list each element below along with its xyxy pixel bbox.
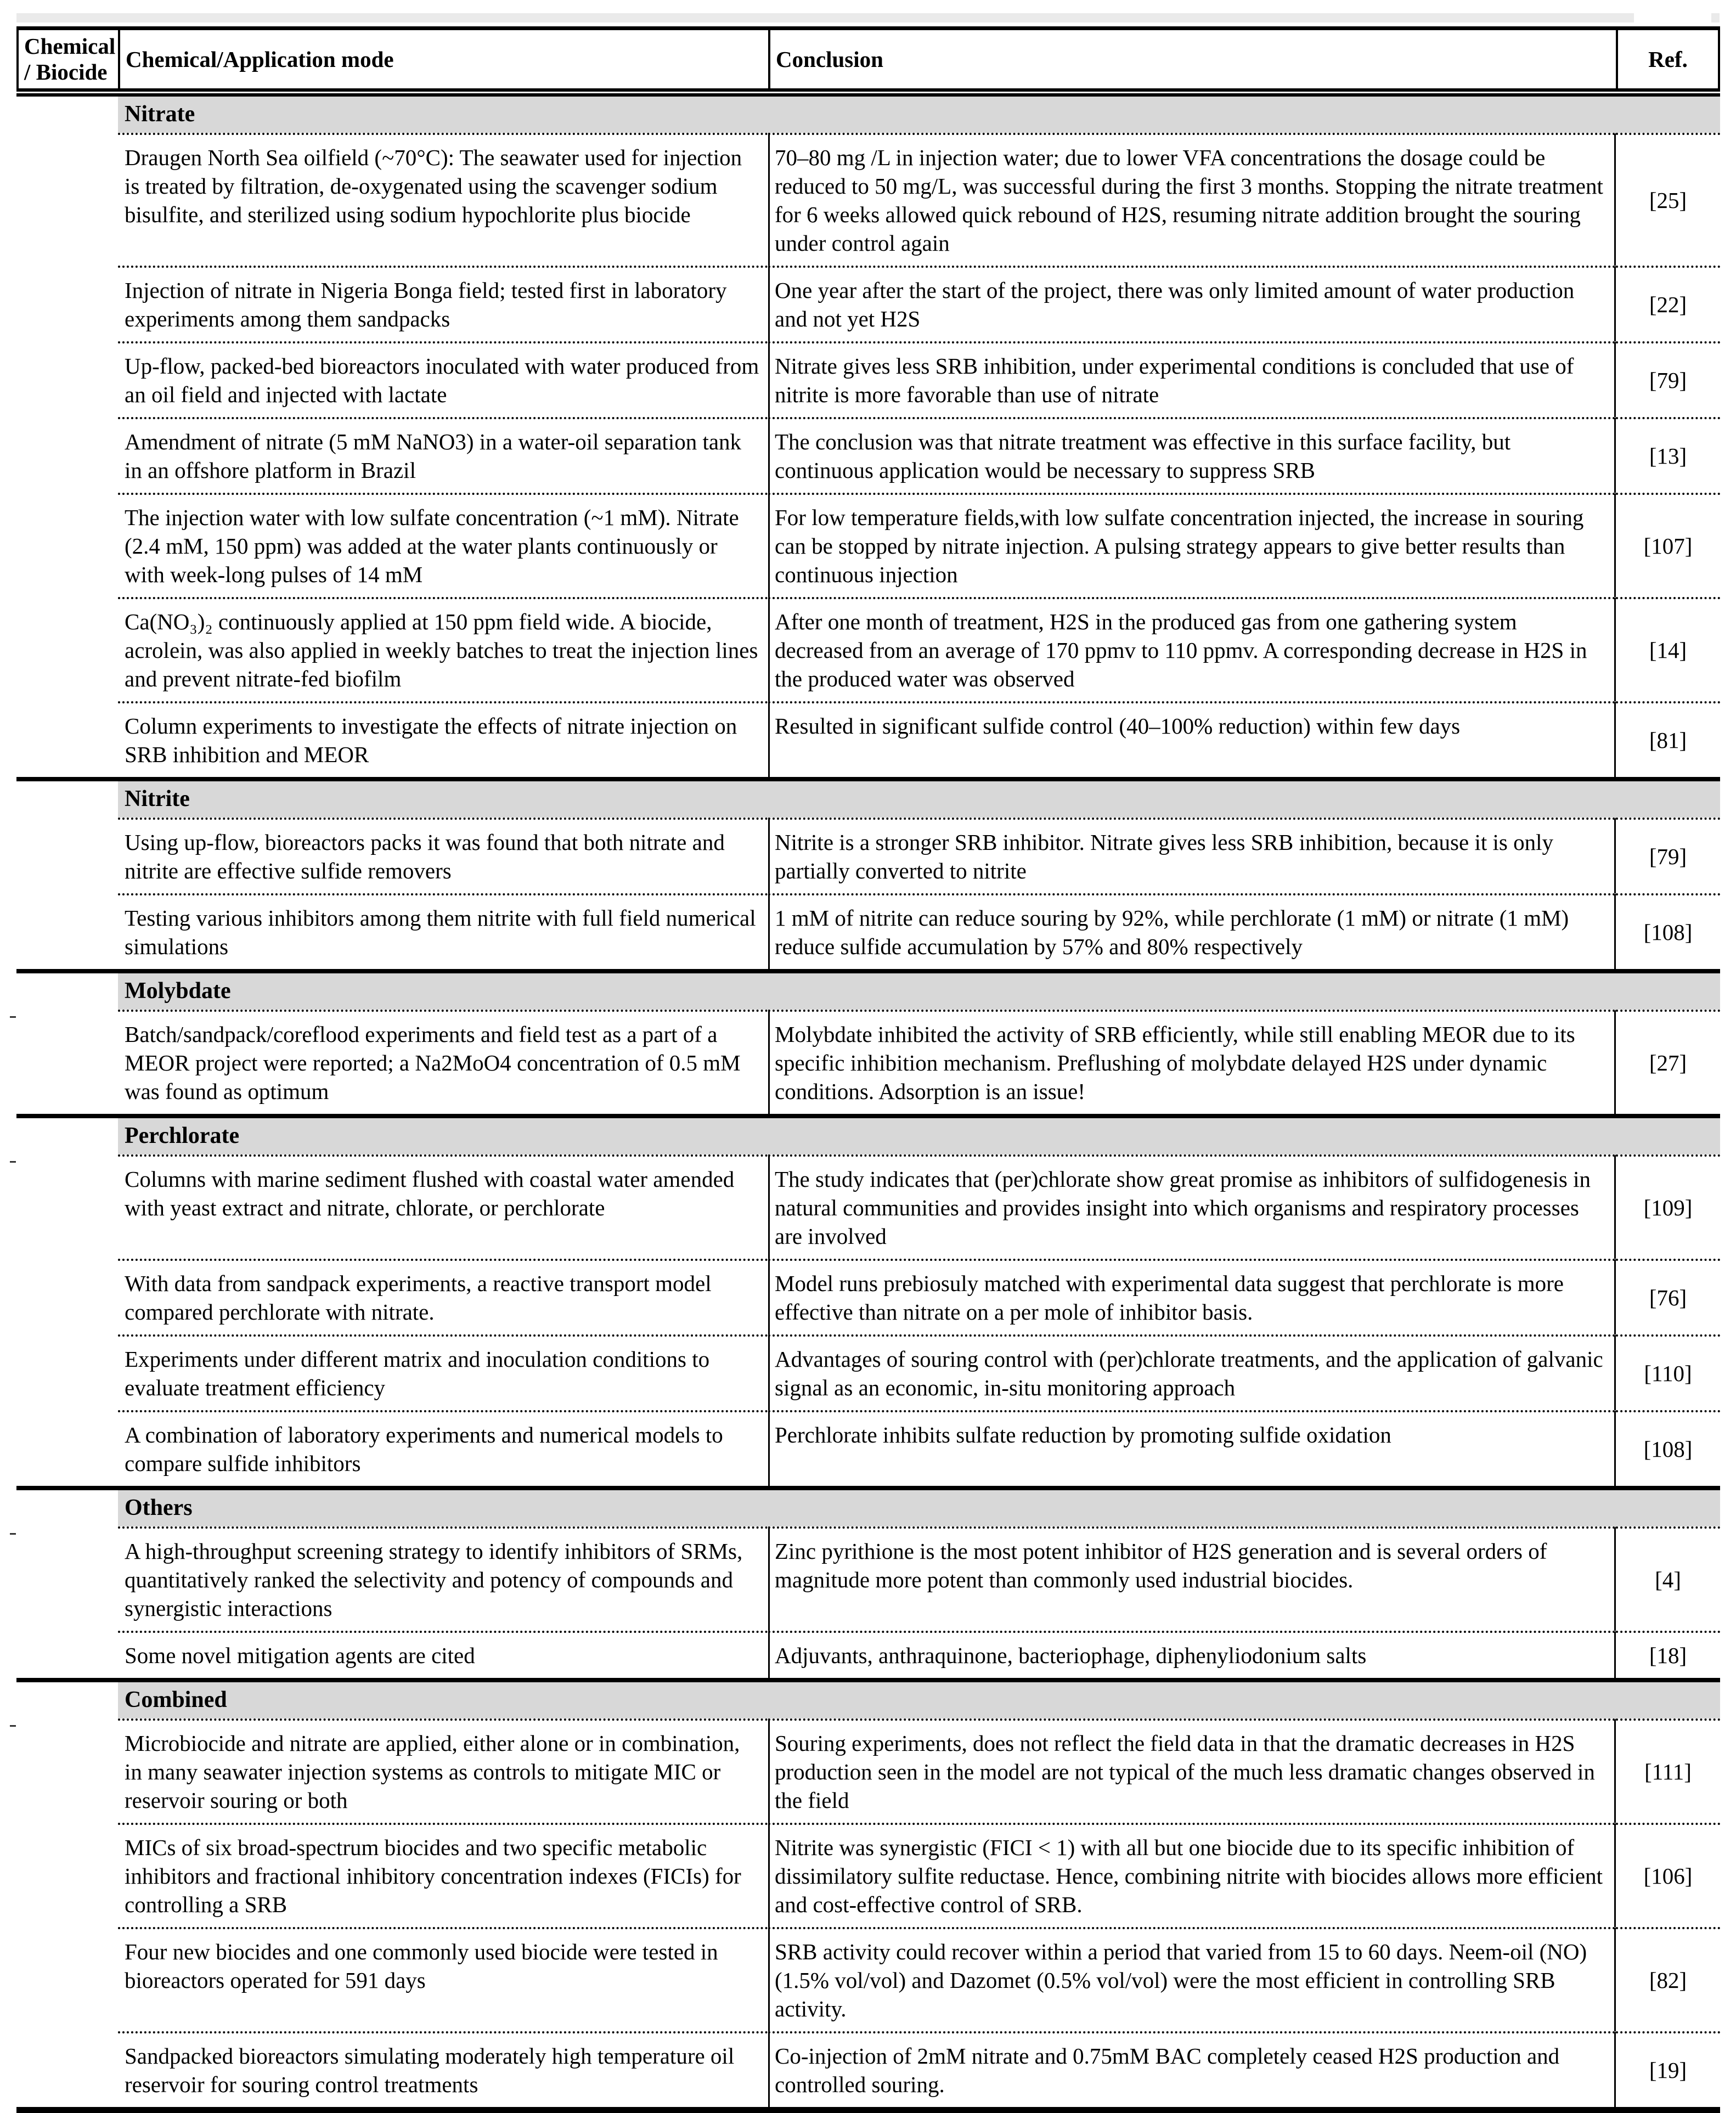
biocide-cell	[16, 493, 118, 597]
section-title: Combined	[125, 1687, 227, 1712]
ref-text: [107]	[1643, 533, 1693, 559]
section-title: Others	[125, 1495, 193, 1520]
conclusion-text: After one month of treatment, H2S in the produced gas from one gathering system decreased from an average of 170 ppmv to 110 ppmv. A corresponding decrease in H2S in the produced water was observed	[775, 609, 1587, 691]
biocide-cell	[16, 597, 118, 701]
conclusion-text: The study indicates that (per)chlorate show great promise as inhibitors of sulfidogenesis in natural communities and provides insight into which organisms and respiratory processes are involved	[775, 1167, 1591, 1249]
application-mode-cell	[118, 133, 768, 266]
conclusion-text: Model runs prebiosuly matched with experimental data suggest that perchlorate is more effective than nitrate on a per mole of inhibitor basis.	[775, 1271, 1564, 1325]
application-mode-cell	[118, 341, 768, 417]
application-mode-text: Column experiments to investigate the effects of nitrate injection on SRB inhibition and MEOR	[125, 713, 737, 767]
application-mode-text: The injection water with low sulfate concentration (~1 mM). Nitrate (2.4 mM, 150 ppm) was added at the water plants continuously or with week-long pulses of 14 mM	[125, 505, 739, 587]
conclusion-text: Souring experiments, does not reflect the field data in that the dramatic decreases in H2S production seen in the model are not typical of the much less dramatic changes observed in the field	[775, 1731, 1595, 1813]
table-section	[16, 969, 1720, 1114]
application-mode-text: Columns with marine sediment flushed with coastal water amended with yeast extract and nitrate, chlorate, or perchlorate	[125, 1167, 735, 1220]
application-mode-text: Up-flow, packed-bed bioreactors inoculated with water produced from an oil field and injected with lactate	[125, 353, 759, 407]
ref-cell	[1616, 417, 1720, 493]
section-title-band	[118, 781, 1720, 818]
column-header-ref: Ref.	[1616, 30, 1720, 88]
application-mode-text: Batch/sandpack/coreflood experiments and field test as a part of a MEOR project were reported; a Na2MoO4 concentration of 0.5 mM was found as optimum	[125, 1022, 741, 1104]
section-title: Nitrate	[125, 102, 195, 127]
conclusion-text: Resulted in significant sulfide control (40–100% reduction) within few days	[775, 713, 1461, 739]
section-title-band	[118, 97, 1720, 133]
application-mode-cell	[118, 1410, 768, 1486]
section-header-row	[16, 1118, 1720, 1154]
table-row	[16, 1410, 1720, 1486]
column-header-chemical-biocide	[16, 30, 118, 88]
application-mode-cell	[118, 2031, 768, 2107]
section-header-left-cell	[16, 781, 118, 818]
application-mode-cell	[118, 1259, 768, 1334]
column-header-conclusion: Conclusion	[768, 30, 1616, 88]
section-header-row	[16, 973, 1720, 1010]
biocide-cell	[16, 1410, 118, 1486]
section-rows	[16, 1010, 1720, 1114]
section-rows	[16, 1718, 1720, 2107]
biocide-cell	[16, 1526, 118, 1631]
conclusion-cell	[768, 1927, 1616, 2031]
conclusion-text: For low temperature fields,with low sulfate concentration injected, the increase in souring can be stopped by nitrate injection. A pulsing strategy appears to give better results than continuous injection	[775, 505, 1584, 587]
ref-text: [108]	[1643, 920, 1693, 945]
application-mode-text: Draugen North Sea oilfield (~70°C): The seawater used for injection is treated by filtration, de-oxygenated using the scavenger sodium bisulfite, and sterilized using sodium hypochlorite plus biocide	[125, 145, 742, 227]
biocide-cell	[16, 1010, 118, 1114]
table-row	[16, 1718, 1720, 1823]
conclusion-cell	[768, 597, 1616, 701]
conclusion-text: Nitrate gives less SRB inhibition, under experimental conditions is concluded that use of nitrite is more favorable than use of nitrate	[775, 353, 1574, 407]
ref-cell	[1616, 1526, 1720, 1631]
conclusion-text: 1 mM of nitrite can reduce souring by 92%, while perchlorate (1 mM) or nitrate (1 mM) reduce sulfide accumulation by 57% and 80% respectively	[775, 905, 1569, 959]
ref-text: [14]	[1649, 638, 1687, 663]
section-marker-dash	[10, 1161, 16, 1163]
conclusion-cell	[768, 1631, 1616, 1678]
section-header-left-cell	[16, 1682, 118, 1718]
biocide-cell	[16, 818, 118, 893]
table-row	[16, 1154, 1720, 1259]
section-header-left-cell	[16, 97, 118, 133]
table-section	[16, 777, 1720, 969]
ref-text: [111]	[1644, 1759, 1692, 1784]
table-row	[16, 1631, 1720, 1678]
conclusion-cell	[768, 133, 1616, 266]
section-title-band	[118, 973, 1720, 1010]
conclusion-text: Molybdate inhibited the activity of SRB efficiently, while still enabling MEOR due to its specific inhibition mechanism. Preflushing of molybdate delayed H2S under dynamic conditions. Adsorption is an issue!	[775, 1022, 1575, 1104]
ref-text: [18]	[1649, 1643, 1687, 1668]
table-row	[16, 266, 1720, 341]
conclusion-cell	[768, 1259, 1616, 1334]
page-top-rule-fragment	[1711, 13, 1720, 22]
ref-text: [81]	[1649, 728, 1687, 753]
conclusion-cell	[768, 1010, 1616, 1114]
ref-text: [110]	[1644, 1361, 1692, 1386]
ref-cell	[1616, 341, 1720, 417]
ref-cell	[1616, 893, 1720, 969]
table-section	[16, 1486, 1720, 1678]
ref-cell	[1616, 2031, 1720, 2107]
application-mode-text: MICs of six broad-spectrum biocides and two specific metabolic inhibitors and fractional inhibitory concentration indexes (FICIs) for controlling a SRB	[125, 1835, 741, 1917]
ref-cell	[1616, 1631, 1720, 1678]
table-row	[16, 1927, 1720, 2031]
application-mode-text: Using up-flow, bioreactors packs it was found that both nitrate and nitrite are effective sulfide removers	[125, 830, 725, 883]
ref-text: [25]	[1649, 188, 1687, 213]
conclusion-cell	[768, 493, 1616, 597]
application-mode-text: Ca(NO₃)₂ continuously applied at 150 ppm field wide. A biocide, acrolein, was also applied in weekly batches to treat the injection lines and prevent nitrate-fed biofilm	[125, 609, 758, 691]
biocide-cell	[16, 1631, 118, 1678]
conclusion-text: Nitrite was synergistic (FICI < 1) with all but one biocide due to its specific inhibition of dissimilatory sulfite reductase. Hence, combining nitrite with biocides allows more efficient and cost-effective control of SRB.	[775, 1835, 1603, 1917]
table-row	[16, 818, 1720, 893]
ref-text: [109]	[1643, 1195, 1693, 1220]
conclusion-cell	[768, 266, 1616, 341]
conclusion-cell	[768, 893, 1616, 969]
section-title: Nitrite	[125, 786, 190, 812]
section-title: Perchlorate	[125, 1123, 240, 1148]
application-mode-cell	[118, 493, 768, 597]
ref-cell	[1616, 1823, 1720, 1927]
conclusion-text: Co-injection of 2mM nitrate and 0.75mM BAC completely ceased H2S production and controlled souring.	[775, 2043, 1560, 2097]
table-bottom-rule	[16, 2107, 1720, 2113]
table-row	[16, 893, 1720, 969]
ref-text: [4]	[1655, 1567, 1681, 1592]
application-mode-text: Four new biocides and one commonly used biocide were tested in bioreactors operated for 591 days	[125, 1939, 718, 1993]
section-title: Molybdate	[125, 978, 231, 1004]
conclusion-cell	[768, 1526, 1616, 1631]
table-row	[16, 1526, 1720, 1631]
application-mode-text: Some novel mitigation agents are cited	[125, 1643, 475, 1668]
table-row	[16, 1823, 1720, 1927]
biocide-cell	[16, 1154, 118, 1259]
conclusion-cell	[768, 1410, 1616, 1486]
conclusion-text: 70–80 mg /L in injection water; due to lower VFA concentrations the dosage could be reduced to 50 mg/L, was successful during the first 3 months. Stopping the nitrate treatment for 6 weeks allowed quick rebound of H2S, resuming nitrate addition brought the souring under control again	[775, 145, 1603, 256]
biocide-cell	[16, 341, 118, 417]
table-row	[16, 1334, 1720, 1410]
conclusion-text: Advantages of souring control with (per)chlorate treatments, and the application of galvanic signal as an economic, in-situ monitoring approach	[775, 1346, 1603, 1400]
table-row	[16, 417, 1720, 493]
application-mode-cell	[118, 1718, 768, 1823]
ref-cell	[1616, 493, 1720, 597]
ref-cell	[1616, 1334, 1720, 1410]
biocide-cell	[16, 1718, 118, 1823]
application-mode-cell	[118, 893, 768, 969]
section-title-band	[118, 1682, 1720, 1718]
application-mode-text: Sandpacked bioreactors simulating moderately high temperature oil reservoir for souring control treatments	[125, 2043, 735, 2097]
biocide-cell	[16, 417, 118, 493]
ref-cell	[1616, 133, 1720, 266]
section-header-row	[16, 97, 1720, 133]
conclusion-text: Zinc pyrithione is the most potent inhibitor of H2S generation and is several orders of magnitude more potent than commonly used industrial biocides.	[775, 1539, 1547, 1592]
application-mode-text: Amendment of nitrate (5 mM NaNO3) in a water-oil separation tank in an offshore platform in Brazil	[125, 429, 742, 483]
biocide-cell	[16, 1823, 118, 1927]
ref-cell	[1616, 1259, 1720, 1334]
section-header-left-cell	[16, 1490, 118, 1526]
section-rows	[16, 818, 1720, 969]
ref-text: [82]	[1649, 1968, 1687, 1993]
table-section	[16, 1678, 1720, 2107]
table-row	[16, 133, 1720, 266]
application-mode-cell	[118, 1010, 768, 1114]
application-mode-cell	[118, 1631, 768, 1678]
conclusion-cell	[768, 1823, 1616, 1927]
application-mode-cell	[118, 597, 768, 701]
application-mode-cell	[118, 1526, 768, 1631]
table-row	[16, 2031, 1720, 2107]
application-mode-cell	[118, 417, 768, 493]
ref-cell	[1616, 1718, 1720, 1823]
section-marker-dash	[10, 1725, 16, 1727]
biocide-cell	[16, 266, 118, 341]
section-rows	[16, 1154, 1720, 1486]
table-body	[16, 97, 1720, 2107]
conclusion-cell	[768, 341, 1616, 417]
application-mode-text: Microbiocide and nitrate are applied, either alone or in combination, in many seawater injection systems as controls to mitigate MIC or reservoir souring or both	[125, 1731, 740, 1813]
section-header-row	[16, 781, 1720, 818]
application-mode-text: A combination of laboratory experiments and numerical models to compare sulfide inhibitors	[125, 1422, 723, 1476]
column-header-application-mode: Chemical/Application mode	[118, 30, 768, 88]
conclusion-text: Nitrite is a stronger SRB inhibitor. Nitrate gives less SRB inhibition, because it is only partially converted to nitrite	[775, 830, 1553, 883]
biocide-cell	[16, 2031, 118, 2107]
ref-text: [19]	[1649, 2058, 1687, 2083]
ref-text: [79]	[1649, 844, 1687, 869]
ref-cell	[1616, 1410, 1720, 1486]
section-rows	[16, 1526, 1720, 1678]
section-rows	[16, 133, 1720, 777]
conclusion-cell	[768, 818, 1616, 893]
conclusion-text: The conclusion was that nitrate treatment was effective in this surface facility, but continuous application would be necessary to suppress SRB	[775, 429, 1511, 483]
ref-text: [27]	[1649, 1050, 1687, 1075]
conclusion-cell	[768, 1718, 1616, 1823]
table-row	[16, 701, 1720, 777]
application-mode-cell	[118, 701, 768, 777]
conclusion-text: Perchlorate inhibits sulfate reduction by promoting sulfide oxidation	[775, 1422, 1391, 1447]
application-mode-cell	[118, 1334, 768, 1410]
table-section	[16, 1114, 1720, 1486]
application-mode-text: With data from sandpack experiments, a reactive transport model compared perchlorate with nitrate.	[125, 1271, 712, 1325]
souring-control-review-table	[16, 26, 1720, 2113]
conclusion-cell	[768, 2031, 1616, 2107]
ref-text: [79]	[1649, 368, 1687, 393]
ref-text: [106]	[1643, 1863, 1693, 1889]
conclusion-text: SRB activity could recover within a period that varied from 15 to 60 days. Neem-oil (NO) (1.5% vol/vol) and Dazomet (0.5% vol/vol) were the most efficient in controlling SRB activity.	[775, 1939, 1587, 2021]
table-header-row	[16, 26, 1720, 88]
ref-cell	[1616, 701, 1720, 777]
ref-text: [22]	[1649, 292, 1687, 317]
table-row	[16, 1010, 1720, 1114]
application-mode-text: Experiments under different matrix and inoculation conditions to evaluate treatment efficiency	[125, 1346, 710, 1400]
ref-text: [76]	[1649, 1285, 1687, 1310]
table-row	[16, 493, 1720, 597]
column-header-chemical-biocide-line2: / Biocide	[24, 59, 108, 84]
biocide-cell	[16, 1334, 118, 1410]
ref-cell	[1616, 1010, 1720, 1114]
biocide-cell	[16, 1259, 118, 1334]
section-title-band	[118, 1118, 1720, 1154]
biocide-cell	[16, 133, 118, 266]
section-header-row	[16, 1682, 1720, 1718]
section-title-band	[118, 1490, 1720, 1526]
biocide-cell	[16, 701, 118, 777]
application-mode-cell	[118, 818, 768, 893]
conclusion-cell	[768, 417, 1616, 493]
ref-cell	[1616, 1154, 1720, 1259]
ref-cell	[1616, 818, 1720, 893]
ref-cell	[1616, 597, 1720, 701]
table-section	[16, 97, 1720, 777]
biocide-cell	[16, 1927, 118, 2031]
section-header-row	[16, 1490, 1720, 1526]
page-top-rule	[16, 13, 1634, 22]
application-mode-cell	[118, 1154, 768, 1259]
table-row	[16, 341, 1720, 417]
application-mode-cell	[118, 266, 768, 341]
conclusion-cell	[768, 701, 1616, 777]
ref-cell	[1616, 1927, 1720, 2031]
application-mode-cell	[118, 1927, 768, 2031]
biocide-cell	[16, 893, 118, 969]
ref-cell	[1616, 266, 1720, 341]
application-mode-cell	[118, 1823, 768, 1927]
section-header-left-cell	[16, 973, 118, 1010]
ref-text: [13]	[1649, 443, 1687, 469]
section-header-left-cell	[16, 1118, 118, 1154]
application-mode-text: A high-throughput screening strategy to identify inhibitors of SRMs, quantitatively ranked the selectivity and potency of compounds and synergistic interactions	[125, 1539, 743, 1621]
table-row	[16, 597, 1720, 701]
conclusion-cell	[768, 1154, 1616, 1259]
table-row	[16, 1259, 1720, 1334]
header-double-rule	[16, 88, 1720, 97]
conclusion-text: Adjuvants, anthraquinone, bacteriophage, diphenyliodonium salts	[775, 1643, 1367, 1668]
application-mode-text: Testing various inhibitors among them nitrite with full field numerical simulations	[125, 905, 756, 959]
section-marker-dash	[10, 1533, 16, 1535]
conclusion-cell	[768, 1334, 1616, 1410]
section-marker-dash	[10, 1016, 16, 1018]
application-mode-text: Injection of nitrate in Nigeria Bonga field; tested first in laboratory experiments among them sandpacks	[125, 278, 727, 331]
ref-text: [108]	[1643, 1436, 1693, 1462]
conclusion-text: One year after the start of the project, there was only limited amount of water production and not yet H2S	[775, 278, 1575, 331]
column-header-chemical-biocide-line1: Chemical	[24, 33, 116, 59]
